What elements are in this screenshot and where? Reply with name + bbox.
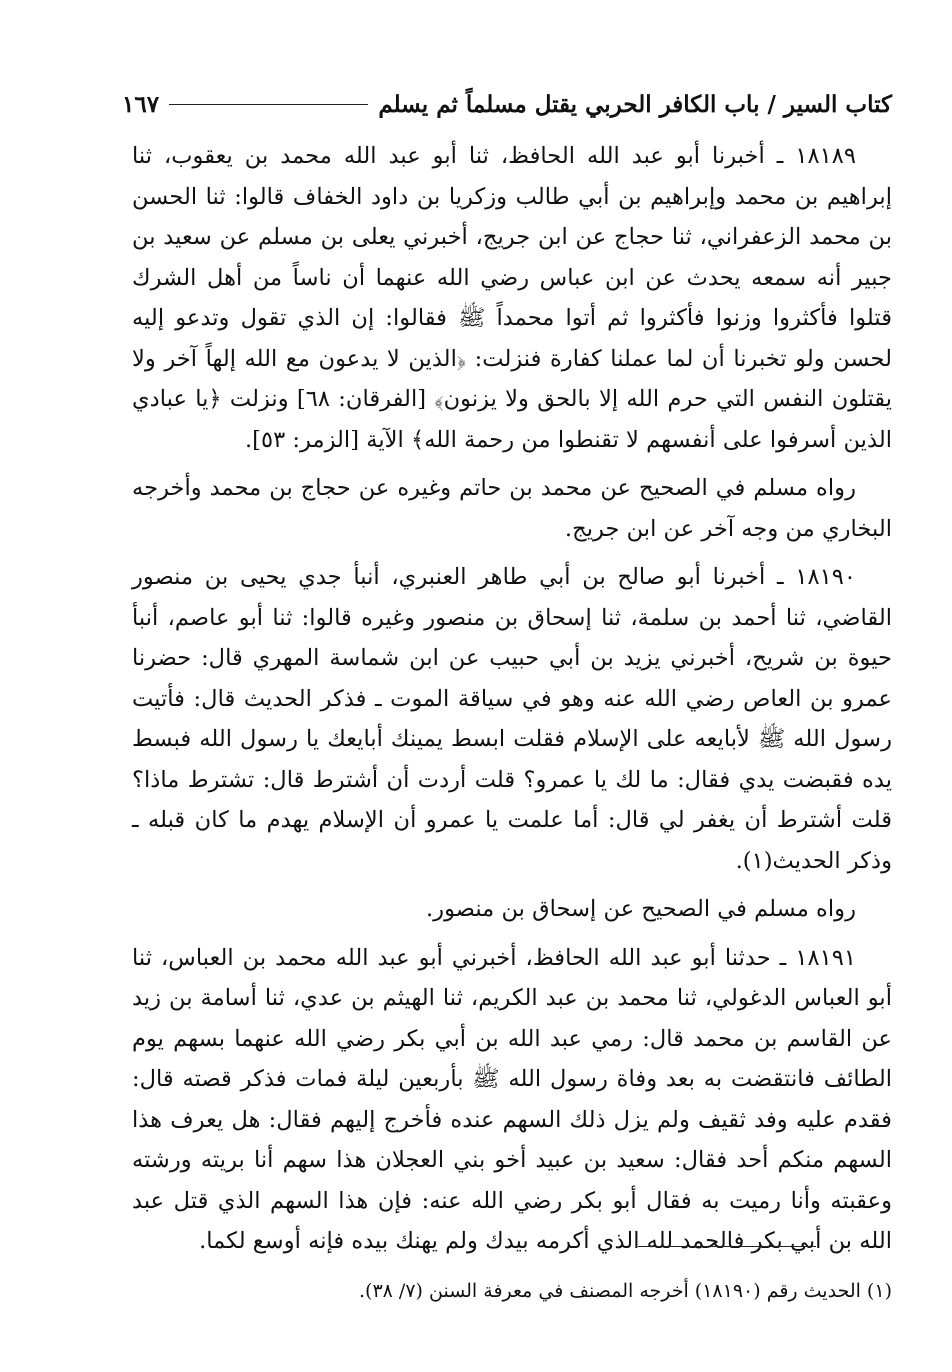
takhrij-18189: رواه مسلم في الصحيح عن محمد بن حاتم وغيره عن حجاج بن محمد وأخرجه البخاري من وجه آخر عن ابن جريج. xyxy=(132,475,892,542)
hadith-18189: ١٨١٨٩ ـ أخبرنا أبو عبد الله الحافظ، ثنا أبو عبد الله محمد بن يعقوب، ثنا إبراهيم بن محمد وإبراهيم بن أبي طالب وزكريا بن داود الخفاف قالوا: ثنا الحسن بن محمد الزعفراني، ثنا حجاج عن ابن جريج، أخبرني يعلى بن مسلم عن سعيد بن جبير أنه سمعه يحدث عن ابن عباس رضي الله عنهما أن ناساً من أهل الشرك قتلوا فأكثروا وزنوا فأكثروا ثم أتوا محمداً ﷺ فقالوا: إن الذي تقول وتدعو إليه لحسن ولو تخبرنا أن لما عملنا كفارة فنزلت: ﴿الذين لا يدعون مع الله إلهاً آخر ولا يقتلون النفس التي حرم الله إلا بالحق ولا يزنون﴾ [الفرقان: ٦٨] ونزلت ﴿يا عبادي الذين أسرفوا على أنفسهم لا تقنطوا من رحمة الله﴾ الآية [الزمر: ٥٣]. xyxy=(132,143,892,453)
header-rule xyxy=(169,104,368,105)
page-header xyxy=(122,84,892,124)
running-title: كتاب السير / باب الكافر الحربي يقتل مسلماً ثم يسلم xyxy=(378,90,892,118)
footnote: (١) الحديث رقم (١٨١٩٠) أخرجه المصنف في معرفة السنن (٧/ ٣٨). xyxy=(359,1280,892,1302)
takhrij-18190: رواه مسلم في الصحيح عن إسحاق بن منصور. xyxy=(425,896,856,922)
body-text xyxy=(132,136,892,1262)
hadith-18191: ١٨١٩١ ـ حدثنا أبو عبد الله الحافظ، أخبرني أبو عبد الله محمد بن العباس، ثنا أبو العباس الدغولي، ثنا محمد بن عبد الكريم، ثنا الهيثم بن عدي، ثنا أسامة بن زيد عن القاسم بن محمد قال: رمي عبد الله بن أبي بكر رضي الله عنهما بسهم يوم الطائف فانتقضت به بعد وفاة رسول الله ﷺ بأربعين ليلة فمات فذكر قصته قال: فقدم عليه وفد ثقيف ولم يزل ذلك السهم عنده فأخرج إليهم فقال: هل يعرف هذا السهم منكم أحد فقال: سعيد بن عبيد أخو بني العجلان هذا سهم أنا بريته ورشته وعقبته وأنا رميت به فقال أبو بكر رضي الله عنه: فإن هذا السهم الذي قتل عبد الله بن أبي بكر فالحمد لله الذي أكرمه بيدك ولم يهنك بيده فإنه أوسع لكما. xyxy=(132,944,892,1254)
hadith-18190: ١٨١٩٠ ـ أخبرنا أبو صالح بن أبي طاهر العنبري، أنبأ جدي يحيى بن منصور القاضي، ثنا أحمد بن سلمة، ثنا إسحاق بن منصور وغيره قالوا: ثنا أبو عاصم، أنبأ حيوة بن شريح، أخبرني يزيد بن أبي حبيب عن ابن شماسة المهري قال: حضرنا عمرو بن العاص رضي الله عنه وهو في سياقة الموت ـ فذكر الحديث قال: فأتيت رسول الله ﷺ لأبايعه على الإسلام فقلت ابسط يمينك أبايعك يا رسول الله فبسط يده فقبضت يدي فقال: ما لك يا عمرو؟ قلت أردت أن أشترط قال: تشترط ماذا؟ قلت أشترط أن يغفر لي قال: أما علمت يا عمرو أن الإسلام يهدم ما كان قبله ـ وذكر الحديث(١). xyxy=(132,564,892,874)
footnote-separator xyxy=(638,1246,816,1247)
page-number: ١٦٧ xyxy=(122,90,160,118)
